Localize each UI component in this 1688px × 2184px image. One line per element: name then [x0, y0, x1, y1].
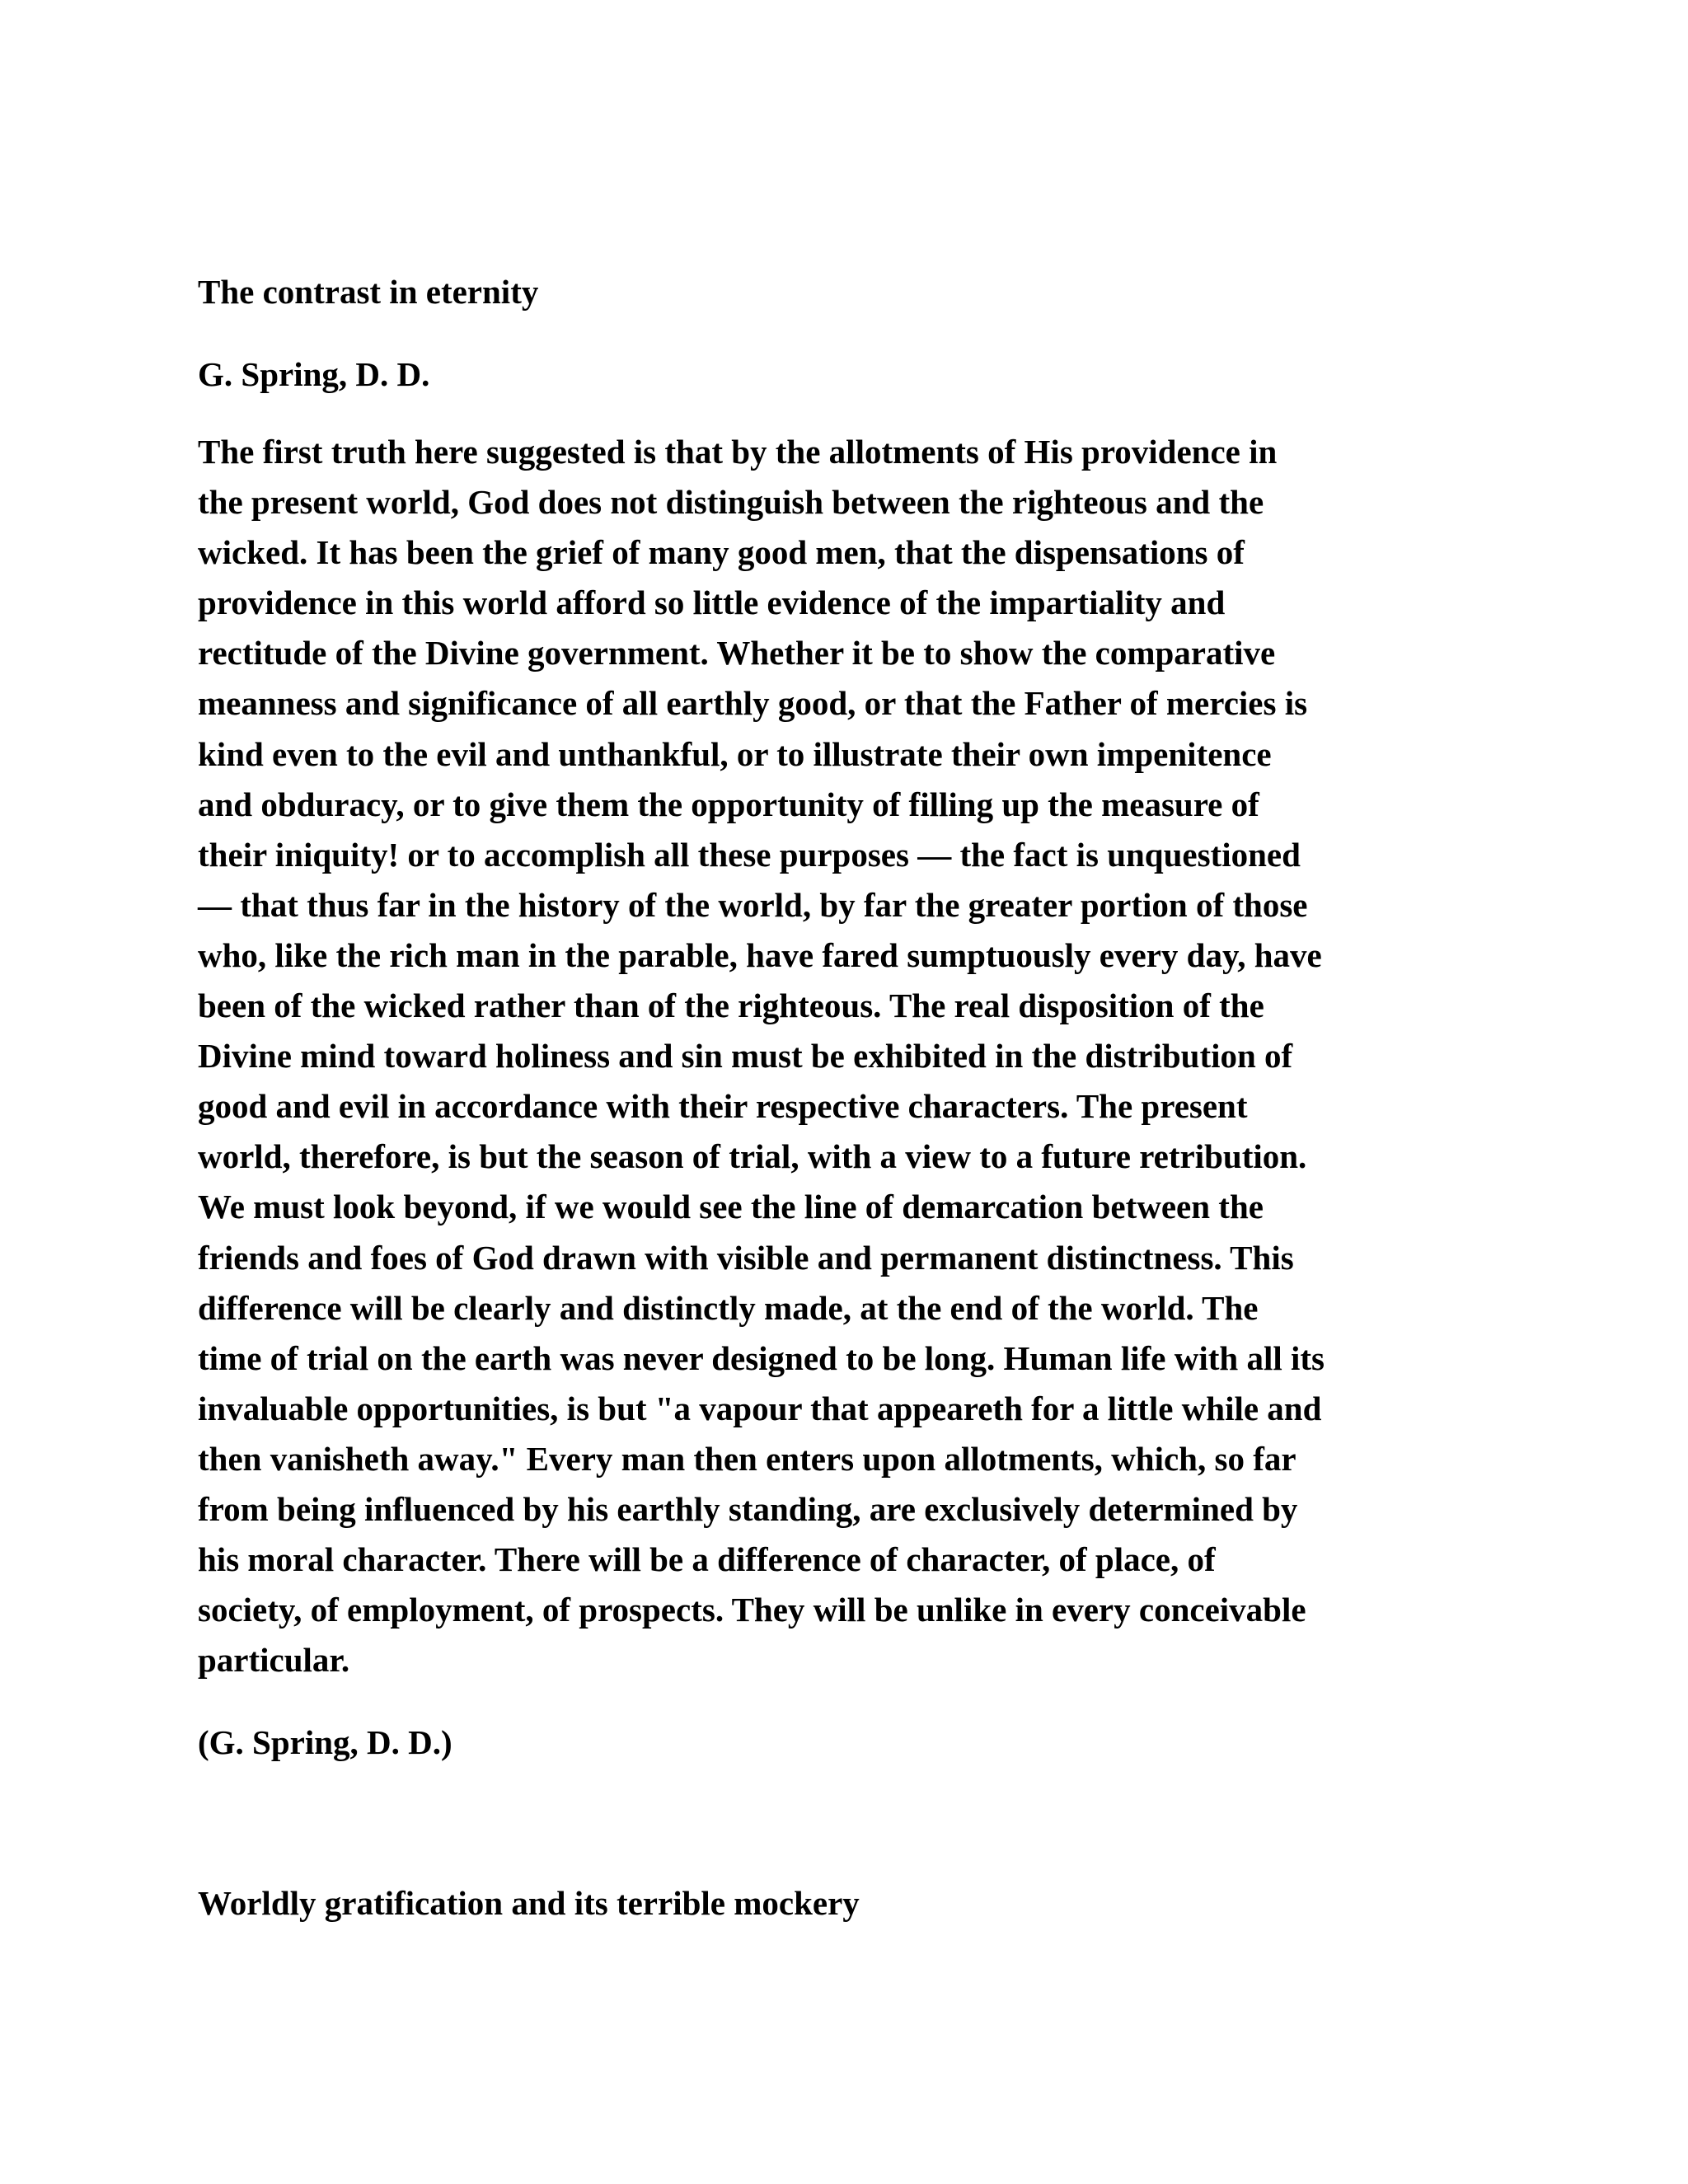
body-line: and obduracy, or to give them the opportunity of filling up the measure of: [198, 785, 1259, 823]
body-line: — that thus far in the history of the world, by far the greater portion of those: [198, 885, 1308, 924]
body-line: The first truth here suggested is that by the allotments of His providence in: [198, 433, 1278, 471]
body-line: kind even to the evil and unthankful, or to illustrate their own impenitence: [198, 734, 1272, 773]
body-line: been of the wicked rather than of the righteous. The real disposition of the: [198, 987, 1264, 1025]
body-line: who, like the rich man in the parable, have fared sumptuously every day, have: [198, 935, 1322, 974]
body-line: then vanisheth away." Every man then enters upon allotments, which, so far: [198, 1439, 1296, 1478]
body-line: good and evil in accordance with their respective characters. The present: [198, 1087, 1248, 1126]
body-line: time of trial on the earth was never designed to be long. Human life with all its: [198, 1338, 1325, 1377]
body-paragraph: [198, 427, 1500, 1685]
next-section-title: Worldly gratification and its terrible mockery: [198, 1884, 860, 1922]
body-line: society, of employment, of prospects. They will be unlike in every conceivable: [198, 1591, 1306, 1629]
body-line: providence in this world afford so little evidence of the impartiality and: [198, 583, 1226, 622]
body-line: meanness and significance of all earthly good, or that the Father of mercies is: [198, 684, 1308, 723]
body-line: their iniquity! or to accomplish all these purposes — the fact is unquestioned: [198, 835, 1301, 874]
body-line: We must look beyond, if we would see the line of demarcation between the: [198, 1188, 1264, 1226]
section-title: The contrast in eternity: [198, 273, 539, 311]
body-line: his moral character. There will be a difference of character, of place, of: [198, 1540, 1216, 1579]
body-line: friends and foes of God drawn with visible and permanent distinctness. This: [198, 1238, 1294, 1277]
body-line: world, therefore, is but the season of trial, with a view to a future retribution.: [198, 1137, 1307, 1176]
body-line: from being influenced by his earthly standing, are exclusively determined by: [198, 1489, 1298, 1528]
author-line: G. Spring, D. D.: [198, 355, 430, 393]
body-line: wicked. It has been the grief of many good men, that the dispensations of: [198, 533, 1245, 572]
body-line: invaluable opportunities, is but "a vapour that appeareth for a little while and: [198, 1389, 1322, 1427]
body-line: difference will be clearly and distinctly made, at the end of the world. The: [198, 1288, 1259, 1327]
body-line: Divine mind toward holiness and sin must be exhibited in the distribution of: [198, 1037, 1293, 1076]
body-line: rectitude of the Divine government. Whether it be to show the comparative: [198, 634, 1276, 673]
body-line: the present world, God does not distinguish between the righteous and the: [198, 483, 1264, 522]
body-line: particular.: [198, 1641, 350, 1680]
attribution-byline: (G. Spring, D. D.): [198, 1723, 452, 1761]
